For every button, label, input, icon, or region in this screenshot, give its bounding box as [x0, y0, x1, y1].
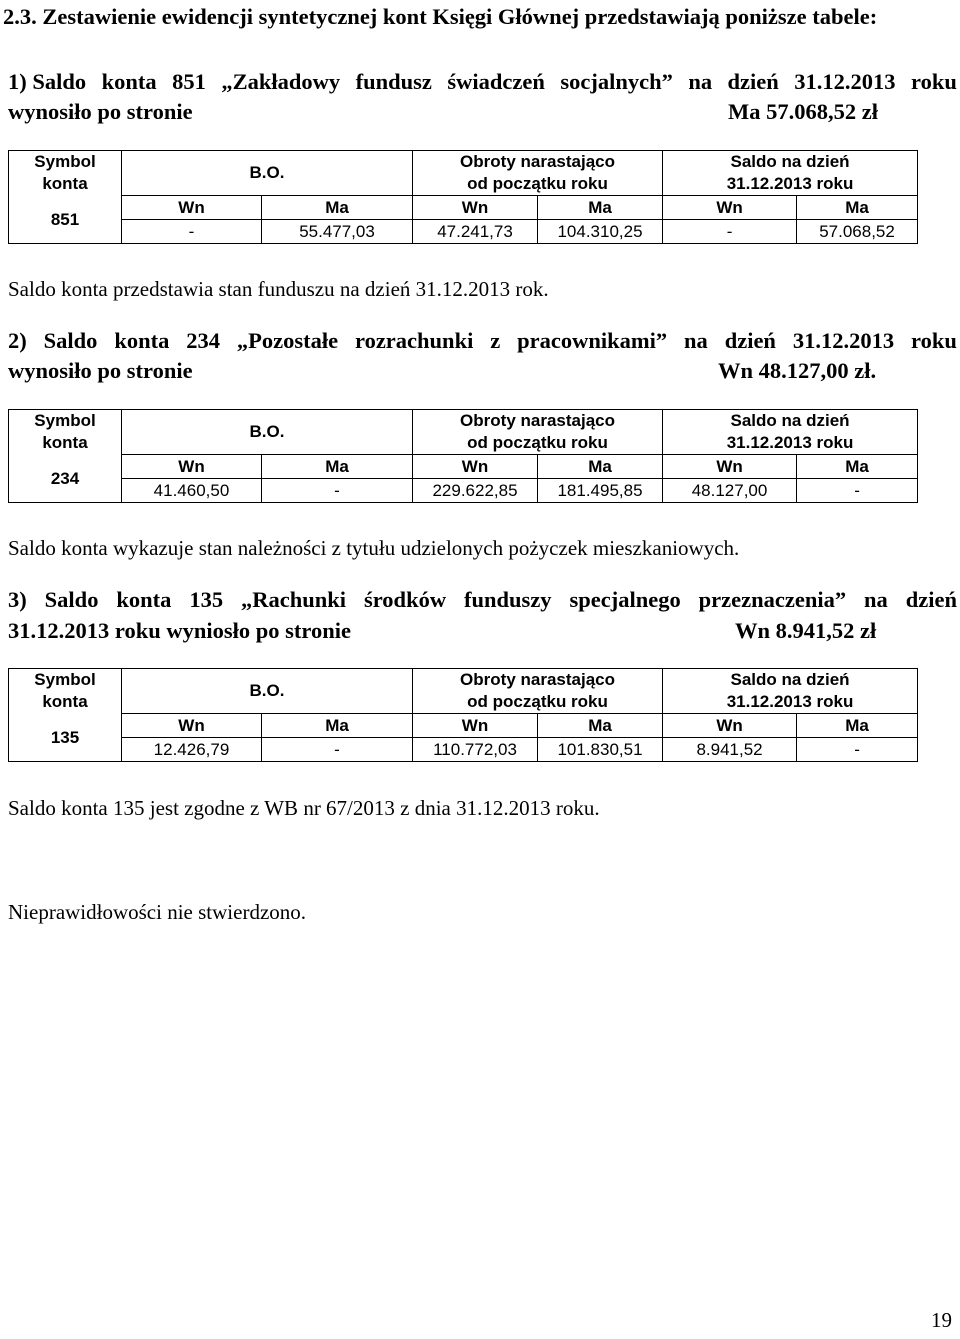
intro-word: „Rachunki	[241, 587, 347, 612]
obroty-ma-value: 181.495,85	[538, 479, 663, 503]
saldo-ma-header: Ma	[797, 455, 918, 479]
bo-ma-value: 55.477,03	[262, 220, 413, 244]
obroty-ma-header: Ma	[538, 714, 663, 738]
obroty-ma-value: 101.830,51	[538, 738, 663, 762]
bo-wn-header: Wn	[122, 714, 262, 738]
account-symbol: 234	[9, 455, 122, 503]
obroty-wn-value: 47.241,73	[413, 220, 538, 244]
bo-wn-header: Wn	[122, 196, 262, 220]
intro-word: Saldo	[44, 587, 99, 612]
intro-word: 2)	[8, 328, 27, 353]
obroty-ma-value: 104.310,25	[538, 220, 663, 244]
conclusion: Nieprawidłowości nie stwierdzono.	[8, 900, 307, 924]
intro-word: roku	[910, 328, 957, 353]
intro-word: środków	[363, 587, 447, 612]
intro-word: dzień	[905, 587, 957, 612]
bo-ma-value: -	[262, 479, 413, 503]
intro-word: pracownikami”	[517, 328, 668, 353]
intro-word: konta	[116, 587, 172, 612]
intro-word: socjalnych”	[560, 69, 673, 94]
bo-wn-value: 41.460,50	[122, 479, 262, 503]
obroty-header: Obroty narastająco od początku roku	[413, 410, 663, 455]
saldo-wn-header: Wn	[663, 196, 797, 220]
section-heading: 2.3. Zestawienie ewidencji syntetycznej kont Księgi Głównej przedstawiają poniższe tabele:	[3, 4, 878, 29]
section-3-intro	[8, 587, 957, 613]
symbol-header: Symbol konta	[9, 151, 122, 196]
saldo-ma-header: Ma	[797, 196, 918, 220]
intro-word: 135	[189, 587, 224, 612]
intro-word: Saldo	[43, 328, 98, 353]
intro-word: roku	[911, 69, 957, 94]
obroty-header: Obroty narastająco od początku roku	[413, 151, 663, 196]
obroty-ma-header: Ma	[538, 455, 663, 479]
intro-word: na	[688, 69, 713, 94]
section-2-intro	[8, 328, 957, 354]
intro-word: 1) Saldo	[8, 69, 87, 94]
bo-wn-header: Wn	[122, 455, 262, 479]
intro-word: dzień	[727, 69, 779, 94]
section-3-intro-line2: 31.12.2013 roku wyniosło po stronie	[8, 618, 351, 643]
intro-word: 31.12.2013	[792, 328, 895, 353]
intro-word: 31.12.2013	[794, 69, 896, 94]
saldo-wn-value: 8.941,52	[663, 738, 797, 762]
saldo-wn-value: -	[663, 220, 797, 244]
bo-header: B.O.	[122, 669, 413, 714]
intro-word: konta	[114, 328, 170, 353]
intro-word: przeznaczenia”	[698, 587, 847, 612]
section-2-intro-line2: wynosiło po stronie	[8, 358, 193, 383]
bo-ma-header: Ma	[262, 196, 413, 220]
intro-word: rozrachunki	[354, 328, 474, 353]
page-number: 19	[931, 1308, 952, 1332]
intro-word: 851	[172, 69, 206, 94]
saldo-header: Saldo na dzień 31.12.2013 roku	[663, 151, 918, 196]
section-2-balance: Wn 48.127,00 zł.	[718, 358, 877, 383]
section-1-intro-line1	[8, 69, 957, 95]
obroty-ma-header: Ma	[538, 196, 663, 220]
saldo-ma-header: Ma	[797, 714, 918, 738]
section-3-note: Saldo konta 135 jest zgodne z WB nr 67/2013 z dnia 31.12.2013 roku.	[8, 796, 600, 820]
obroty-wn-value: 110.772,03	[413, 738, 538, 762]
intro-word: z	[490, 328, 501, 353]
intro-word: 3)	[8, 587, 27, 612]
section-2-intro-line1	[8, 328, 957, 354]
intro-word: specjalnego	[569, 587, 681, 612]
obroty-wn-header: Wn	[413, 714, 538, 738]
section-1-note: Saldo konta przedstawia stan funduszu na dzień 31.12.2013 rok.	[8, 277, 549, 301]
saldo-header: Saldo na dzień 31.12.2013 roku	[663, 669, 918, 714]
intro-word: świadczeń	[447, 69, 545, 94]
bo-header: B.O.	[122, 410, 413, 455]
section-1-intro-line2: wynosiło po stronie	[8, 99, 193, 124]
bo-wn-value: -	[122, 220, 262, 244]
intro-word: na	[684, 328, 708, 353]
intro-word: „Zakładowy	[221, 69, 341, 94]
saldo-header: Saldo na dzień 31.12.2013 roku	[663, 410, 918, 455]
intro-word: funduszy	[464, 587, 552, 612]
account-symbol: 135	[9, 714, 122, 762]
account-symbol: 851	[9, 196, 122, 244]
saldo-wn-header: Wn	[663, 455, 797, 479]
saldo-wn-value: 48.127,00	[663, 479, 797, 503]
section-1-table	[8, 150, 918, 244]
saldo-wn-header: Wn	[663, 714, 797, 738]
obroty-wn-header: Wn	[413, 455, 538, 479]
intro-word: „Pozostałe	[236, 328, 339, 353]
bo-header: B.O.	[122, 151, 413, 196]
obroty-header: Obroty narastająco od początku roku	[413, 669, 663, 714]
bo-wn-value: 12.426,79	[122, 738, 262, 762]
section-1-balance: Ma 57.068,52 zł	[728, 99, 878, 124]
section-3-balance: Wn 8.941,52 zł	[735, 618, 877, 643]
intro-word: na	[864, 587, 888, 612]
section-3-intro-line1	[8, 587, 957, 613]
symbol-header: Symbol konta	[9, 669, 122, 714]
section-3-table	[8, 668, 918, 762]
intro-word: fundusz	[355, 69, 432, 94]
intro-word: dzień	[724, 328, 776, 353]
bo-ma-value: -	[262, 738, 413, 762]
section-2-note: Saldo konta wykazuje stan należności z tytułu udzielonych pożyczek mieszkaniowych.	[8, 536, 740, 560]
symbol-header: Symbol konta	[9, 410, 122, 455]
saldo-ma-value: 57.068,52	[797, 220, 918, 244]
section-1-intro	[8, 69, 957, 95]
section-2-table	[8, 409, 918, 503]
intro-word: 234	[186, 328, 220, 353]
obroty-wn-header: Wn	[413, 196, 538, 220]
bo-ma-header: Ma	[262, 714, 413, 738]
obroty-wn-value: 229.622,85	[413, 479, 538, 503]
saldo-ma-value: -	[797, 738, 918, 762]
intro-word: konta	[101, 69, 157, 94]
bo-ma-header: Ma	[262, 455, 413, 479]
saldo-ma-value: -	[797, 479, 918, 503]
